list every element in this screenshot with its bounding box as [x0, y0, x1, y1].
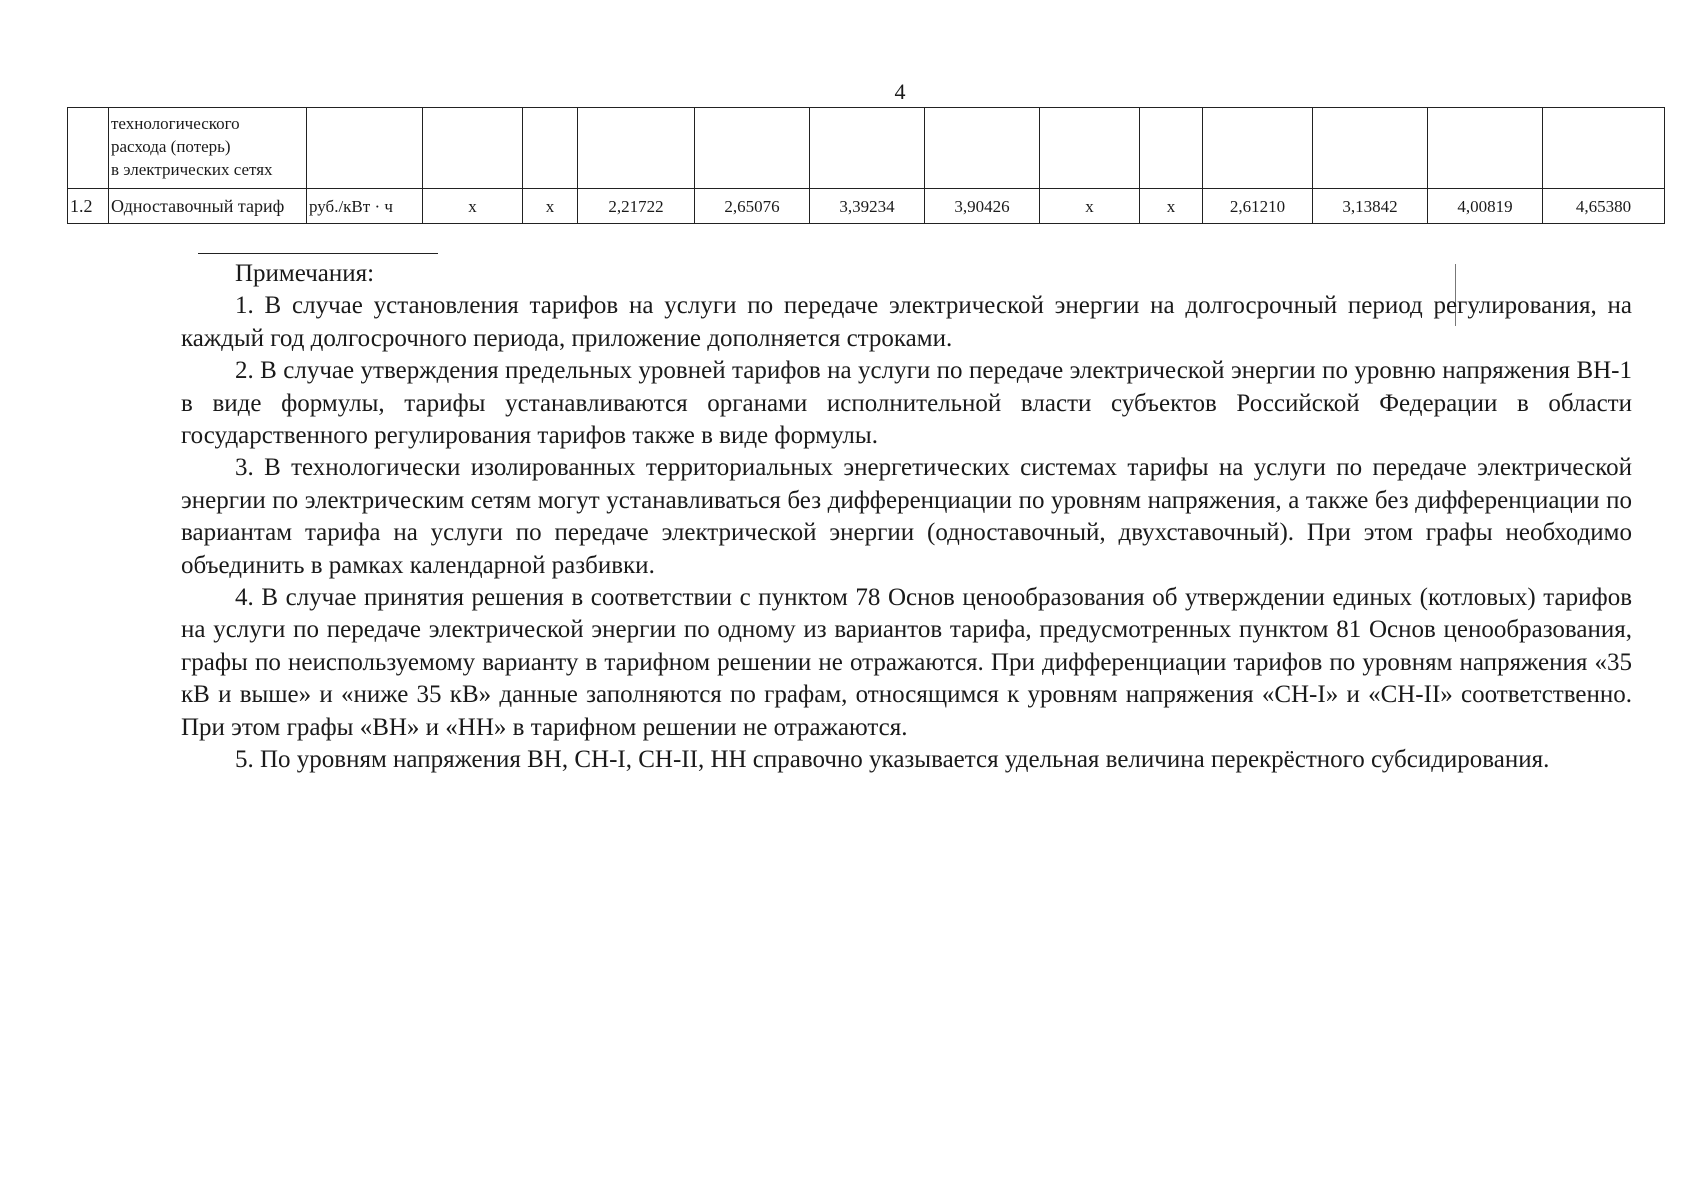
cell-row-number: 1.2 [68, 189, 109, 224]
note-item-1: 1. В случае установления тарифов на услуги по передаче электрической энергии на долгосрочный период регулирования, на каждый год долгосрочного периода, приложение дополняется строками. [181, 292, 1632, 352]
cell-value: 2,61210 [1203, 189, 1313, 224]
name-line: в электрических сетях [111, 160, 273, 179]
cell-empty [1140, 108, 1203, 189]
cell-value: 3,13842 [1313, 189, 1428, 224]
table-row-1-2 [68, 189, 1665, 224]
note-item-3: 3. В технологически изолированных территориальных энергетических системах тарифы на услуги по передаче электрической энергии по электрическим сетям могут устанавливаться без дифференциации по уровням напряжения, а также без дифференциации по вариантам тарифа на услуги по передаче электрической энергии (одноставочный, двухставочный). При этом графы необходимо объединить в рамках календарной разбивки. [181, 454, 1632, 579]
cell-empty [423, 108, 523, 189]
cell-empty [1313, 108, 1428, 189]
cell-empty [578, 108, 695, 189]
note-item-4: 4. В случае принятия решения в соответствии с пунктом 78 Основ ценообразования об утверждении единых (котловых) тарифов на услуги по передаче электрической энергии по одному из вариантов тарифа, предусмотренных пунктом 81 Основ ценообразования, графы по неиспользуемому варианту в тарифном решении не отражаются. При дифференциации тарифов по уровням напряжения «35 кВ и выше» и «ниже 35 кВ» данные заполняются по графам, относящимся к уровням напряжения «СН-I» и «СН-II» соответственно. При этом графы «ВН» и «НН» в тарифном решении не отражаются. [181, 584, 1632, 741]
cell-empty [695, 108, 810, 189]
cell-value: x [1040, 189, 1140, 224]
cell-num-empty [68, 108, 109, 189]
cell-value: x [423, 189, 523, 224]
cell-unit: руб./кВт · ч [307, 189, 423, 224]
page-number: 4 [894, 79, 906, 104]
cell-value: 3,39234 [810, 189, 925, 224]
cell-empty [810, 108, 925, 189]
cell-value: x [523, 189, 578, 224]
cell-empty [925, 108, 1040, 189]
notes-heading: Примечания: [235, 260, 375, 287]
cell-empty [1428, 108, 1543, 189]
cell-value: x [1140, 189, 1203, 224]
tariff-table [67, 107, 1665, 224]
table-row-continuation [68, 108, 1665, 189]
cell-empty [1203, 108, 1313, 189]
cell-value: 2,21722 [578, 189, 695, 224]
name-line: расхода (потерь) [111, 137, 231, 156]
cell-empty [523, 108, 578, 189]
cell-value: 3,90426 [925, 189, 1040, 224]
cell-value: 4,65380 [1543, 189, 1665, 224]
cell-value: 4,00819 [1428, 189, 1543, 224]
note-item-5: 5. По уровням напряжения ВН, СН-I, СН-II, НН справочно указывается удельная величина перекрёстного субсидирования. [235, 746, 1550, 774]
cell-unit-empty [307, 108, 423, 189]
notes-section [181, 258, 1632, 777]
cell-empty [1543, 108, 1665, 189]
footnote-separator [198, 253, 438, 254]
name-line: технологического [111, 114, 240, 133]
note-item-2: 2. В случае утверждения предельных уровней тарифов на услуги по передаче электрической энергии по уровню напряжения ВН-1 в виде формулы, тарифы устанавливаются органами исполнительной власти субъектов Российской Федерации в области государственного регулирования тарифов также в виде формулы. [181, 357, 1632, 450]
cell-tariff-name: Одноставочный тариф [109, 189, 307, 224]
cell-name-continuation [109, 108, 307, 189]
cell-value: 2,65076 [695, 189, 810, 224]
cell-empty [1040, 108, 1140, 189]
